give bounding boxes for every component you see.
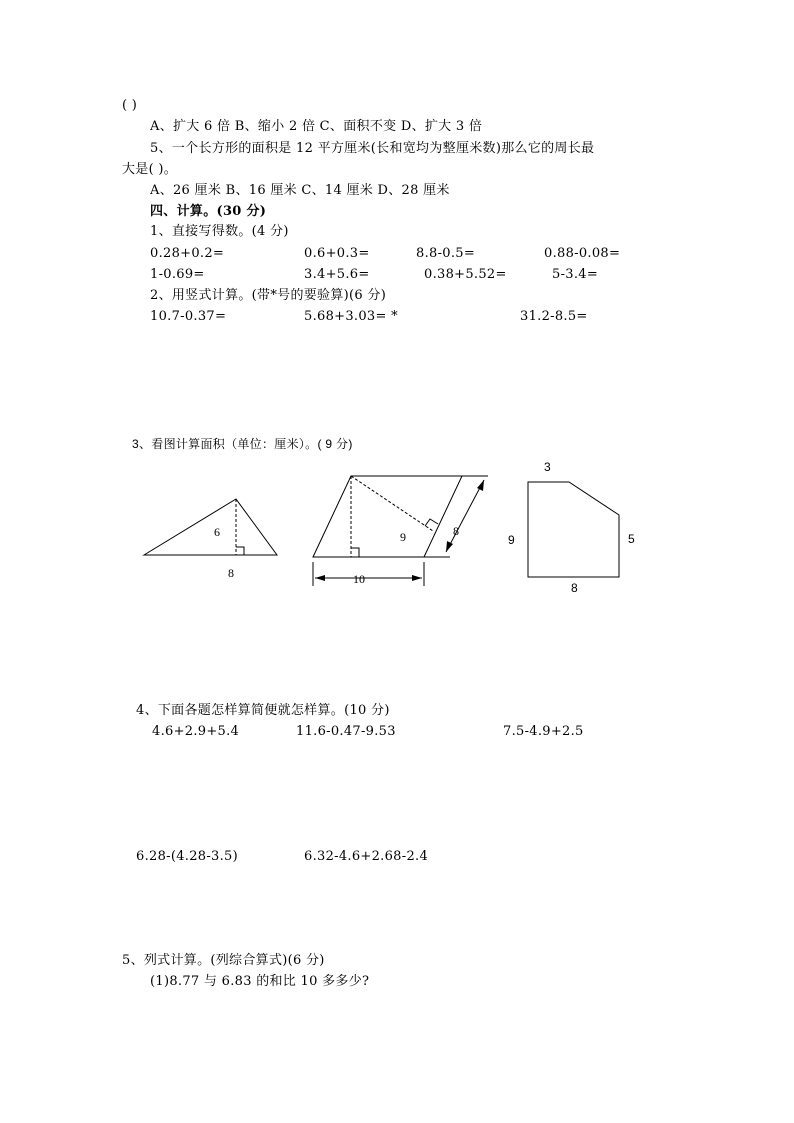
part5-heading: 5、列式计算。(列综合算式)(6 分)	[122, 953, 325, 968]
question-5-line2: 大是( )。	[122, 162, 178, 177]
right-angle-mark	[351, 548, 359, 557]
simplify-item: 7.5-4.9+2.5	[503, 724, 584, 739]
pentagon-shape	[528, 482, 619, 577]
parallelogram-diagonal-height	[351, 476, 433, 531]
vertical-calc-item: 10.7-0.37=	[150, 309, 227, 324]
triangle-height-label: 6	[214, 525, 220, 539]
section-title: 四、计算。(30 分)	[150, 204, 267, 219]
question-5-options: A、26 厘米 B、16 厘米 C、14 厘米 D、28 厘米	[150, 183, 450, 198]
parallelogram-height-label: 9	[400, 530, 406, 544]
triangle-shape	[144, 499, 277, 555]
part4-heading: 4、下面各题怎样算简便就怎样算。(10 分)	[136, 703, 390, 718]
pentagon-left-label: 9	[508, 533, 515, 547]
question-5-line1: 5、一个长方形的面积是 12 平方厘米(长和宽均为整厘米数)那么它的周长最	[150, 141, 595, 156]
vertical-calc-item: 31.2-8.5=	[520, 309, 588, 324]
calc-item: 1-0.69=	[150, 267, 205, 282]
pentagon-right-label: 5	[628, 532, 635, 546]
calc-item: 8.8-0.5=	[416, 246, 476, 261]
parallelogram-shape	[313, 476, 462, 557]
calc-item: 0.28+0.2=	[150, 246, 225, 261]
calc-item: 5-3.4=	[552, 267, 599, 282]
vertical-calc-item: 5.68+3.03= *	[304, 309, 398, 324]
part1-heading: 1、直接写得数。(4 分)	[150, 224, 289, 239]
pentagon-top-label: 3	[544, 460, 551, 474]
part5-question-1: (1)8.77 与 6.83 的和比 10 多多少?	[150, 974, 370, 989]
simplify-item: 4.6+2.9+5.4	[152, 724, 240, 739]
triangle-base-label: 8	[228, 566, 234, 580]
pentagon-bottom-label: 8	[571, 581, 578, 595]
simplify-item: 11.6-0.47-9.53	[296, 724, 396, 739]
part2-heading: 2、用竖式计算。(带*号的要验算)(6 分)	[150, 288, 387, 303]
question-options: A、扩大 6 倍 B、缩小 2 倍 C、面积不变 D、扩大 3 倍	[150, 119, 483, 134]
calc-item: 3.4+5.6=	[304, 267, 370, 282]
parallelogram-base-label: 10	[353, 572, 365, 586]
answer-bracket: ( )	[122, 98, 138, 113]
calc-item: 0.38+5.52=	[424, 267, 507, 282]
side-dimension-arrow	[446, 480, 484, 552]
part3-heading: 3、看图计算面积（单位：厘米）。( 9 分)	[132, 437, 353, 451]
parallelogram-side-label: 8	[453, 524, 459, 538]
right-angle-mark	[236, 547, 244, 555]
simplify-item: 6.28-(4.28-3.5)	[136, 849, 238, 864]
calc-item: 0.88-0.08=	[544, 246, 621, 261]
right-angle-mark	[425, 519, 438, 526]
simplify-item: 6.32-4.6+2.68-2.4	[304, 849, 429, 864]
calc-item: 0.6+0.3=	[304, 246, 370, 261]
